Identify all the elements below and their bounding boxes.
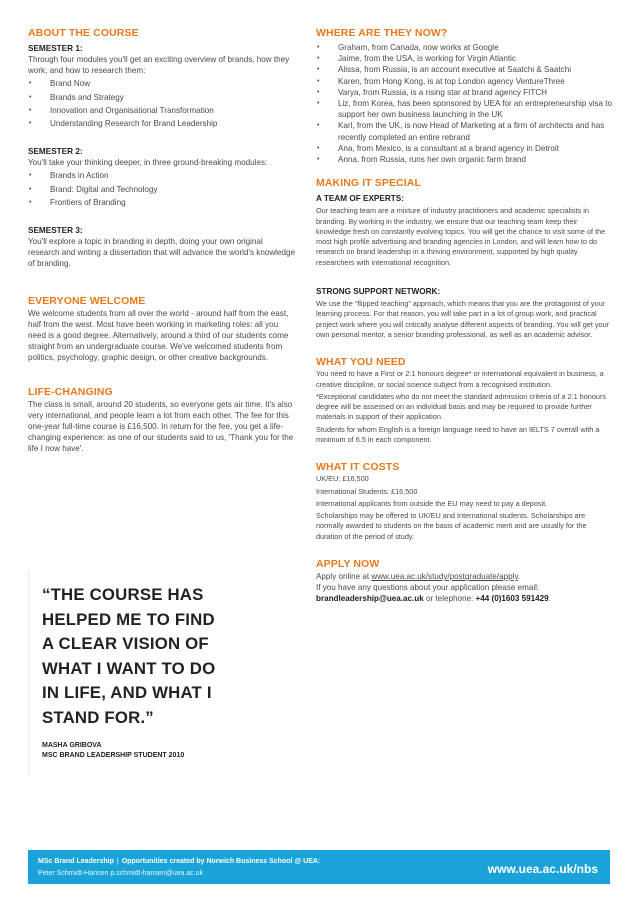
module-item: • Frontiers of Branding bbox=[28, 197, 296, 208]
apply-prefix: Apply online at bbox=[316, 572, 372, 582]
team-body: Our teaching team are a mixture of industry practitioners and academic specialists in branding. By working in the industry, we ensure that our teaching team keep their knowledge fresh on constantly evolving topics. You will get the chance to visit some of the most high profile advertising and branding agencies in London, and will learn how to do research on brand leadership in a thriving environment, supported by high quality researchers with international recognition. bbox=[316, 206, 606, 267]
alumni-item: • Varya, from Russia, is a rising star at brand agency FITCH bbox=[316, 87, 612, 98]
need-heading: WHAT YOU NEED bbox=[316, 356, 406, 369]
alumni-item: • Karen, from Hong Kong, is at top London agency VentureThree bbox=[316, 76, 612, 87]
about-heading: ABOUT THE COURSE bbox=[28, 27, 139, 39]
apply-suffix: . bbox=[517, 572, 521, 582]
quote-attribution bbox=[42, 741, 232, 761]
alumni-item: • Anna, from Russia, runs her own organic farm brand bbox=[316, 154, 612, 165]
apply-heading: APPLY NOW bbox=[316, 558, 380, 571]
team-title: A TEAM OF EXPERTS: bbox=[316, 194, 404, 204]
alumni-item: • Jaime, from the USA, is working for Virgin Atlantic bbox=[316, 53, 612, 64]
alumni-item: • Graham, from Canada, now works at Google bbox=[316, 42, 612, 53]
costs-heading: WHAT IT COSTS bbox=[316, 461, 400, 474]
student-quote: “THE COURSE HAS HELPED ME TO FIND A CLEAR VISION OF WHAT I WANT TO DO IN LIFE, AND WHAT I STAND FOR.” bbox=[42, 585, 216, 727]
alumni-item: • Alissa, from Russia, is an account executive at Saatchi & Saatchi bbox=[316, 64, 612, 75]
apply-end: . bbox=[548, 594, 551, 604]
module-item: • Brand: Digital and Technology bbox=[28, 184, 296, 195]
welcome-heading: EVERYONE WELCOME bbox=[28, 294, 146, 307]
module-item: • Innovation and Organisational Transformation bbox=[28, 105, 296, 116]
footer-separator: | bbox=[116, 858, 119, 865]
apply-email[interactable]: brandleadership@uea.ac.uk bbox=[316, 594, 424, 604]
footer-contact: Peter Schmidt-Hansen p.schmidt-hansen@uea.ac.uk bbox=[38, 870, 204, 877]
need-p2: *Exceptional candidates who do not meet the standard admission criteria of a 2:1 honours degree will be assessed on an individual basis and may be required to provide further materials in support of their application. bbox=[316, 391, 607, 422]
quote-student-name: MASHA GRIBOVA bbox=[42, 742, 102, 749]
costs-intl: International Students: £16,500 bbox=[316, 486, 418, 496]
need-p3: Students for whom English is a foreign language need to have an IELTS 7 overall with a minimum of 6.5 in each component. bbox=[316, 424, 600, 444]
alumni-item: • Karl, from the UK, is now Head of Marketing at a firm of architects and has recently completed an entire rebrand bbox=[316, 120, 612, 142]
semester-1-intro: Through four modules you'll get an exciting overview of brands, how they work, and how to research them: bbox=[28, 55, 290, 76]
module-item: • Brands and Strategy bbox=[28, 92, 296, 103]
semester-1-modules bbox=[28, 78, 296, 129]
costs-deposit: International applicants from outside the EU may need to pay a deposit. bbox=[316, 498, 548, 508]
life-body: The class is small, around 20 students, so everyone gets air time. It's also very international, and people learn a lot from each other. The fee for this one-year full-time course is £16,500. In return for the fee, you get a life-changing experience: as one of our students said to us, 'Thank you for the life I now have'. bbox=[28, 399, 294, 454]
semester-3-title: SEMESTER 3: bbox=[28, 226, 83, 236]
semester-3-intro: You'll explore a topic in branding in depth, doing your own original research and writing a dissertation that will advance the world's knowledge of branding. bbox=[28, 237, 295, 269]
semester-2-modules bbox=[28, 170, 296, 208]
footer-tagline: Opportunities created by Norwich Business School @ UEA: bbox=[121, 858, 321, 865]
module-item: • Brands in Action bbox=[28, 170, 296, 181]
quote-student-role: MSC BRAND LEADERSHIP STUDENT 2010 bbox=[42, 752, 185, 759]
need-p1: You need to have a First or 2:1 honours degree* or international equivalent in business, a creative discipline, or social science subject from a recognised institution. bbox=[316, 369, 604, 389]
footer-url[interactable]: www.uea.ac.uk/nbs bbox=[487, 862, 598, 876]
footer-bar bbox=[28, 850, 610, 884]
costs-scholarships: Scholarships may be offered to UK/EU and International students. Scholarships are normally awarded to students on the basis of academic merit and are usually for the duration of the period of study. bbox=[316, 511, 587, 541]
life-heading: LIFE-CHANGING bbox=[28, 385, 113, 398]
special-heading: MAKING IT SPECIAL bbox=[316, 177, 421, 190]
apply-or: or telephone: bbox=[423, 594, 476, 604]
support-title: STRONG SUPPORT NETWORK: bbox=[316, 287, 441, 297]
apply-phone[interactable]: +44 (0)1603 591429 bbox=[475, 594, 549, 604]
apply-questions: If you have any questions about your application please email: bbox=[316, 583, 540, 593]
footer-title bbox=[38, 858, 320, 865]
alumni-list bbox=[316, 42, 612, 165]
apply-link[interactable]: www.uea.ac.uk/study/postgraduate/apply bbox=[371, 572, 518, 582]
alumni-item: • Ana, from Mexico, is a consultant at a brand agency in Detroit bbox=[316, 143, 612, 154]
costs-uk: UK/EU: £16,500 bbox=[316, 474, 369, 484]
apply-contact bbox=[316, 593, 612, 604]
alumni-item: • Liz, from Korea, has been sponsored by UEA for an entrepreneurship visa to support her own business launching in the UK bbox=[316, 98, 612, 120]
apply-online bbox=[316, 571, 612, 582]
support-body: We use the “flipped teaching” approach, which means that you are the protagonist of your learning process. For that reason, you will take part in a lot of group work, and practical project work where you will critically analyse different aspects of branding. You will get your own personal mentor, a senior branding professional, as well as an academic advisor. bbox=[316, 299, 610, 339]
module-item: • Brand Now bbox=[28, 78, 296, 89]
semester-2-intro: You'll take your thinking deeper, in three ground-breaking modules: bbox=[28, 158, 268, 168]
module-item: • Understanding Research for Brand Leadership bbox=[28, 118, 296, 129]
semester-1-title: SEMESTER 1: bbox=[28, 44, 83, 53]
footer-program: MSc Brand Leadership bbox=[38, 858, 114, 865]
where-heading: WHERE ARE THEY NOW? bbox=[316, 27, 448, 39]
semester-2-title: SEMESTER 2: bbox=[28, 147, 83, 157]
left-column bbox=[28, 27, 296, 455]
welcome-body: We welcome students from all over the world - around half from the east, half from the west. Most have been working in marketing roles: all you need is a good degree. Alternatively, around a third of our students come straight from an undergraduate course. We've welcomed students from politics, psychology, graphic design, or other creative backgrounds. bbox=[28, 308, 289, 363]
right-column bbox=[316, 27, 612, 605]
